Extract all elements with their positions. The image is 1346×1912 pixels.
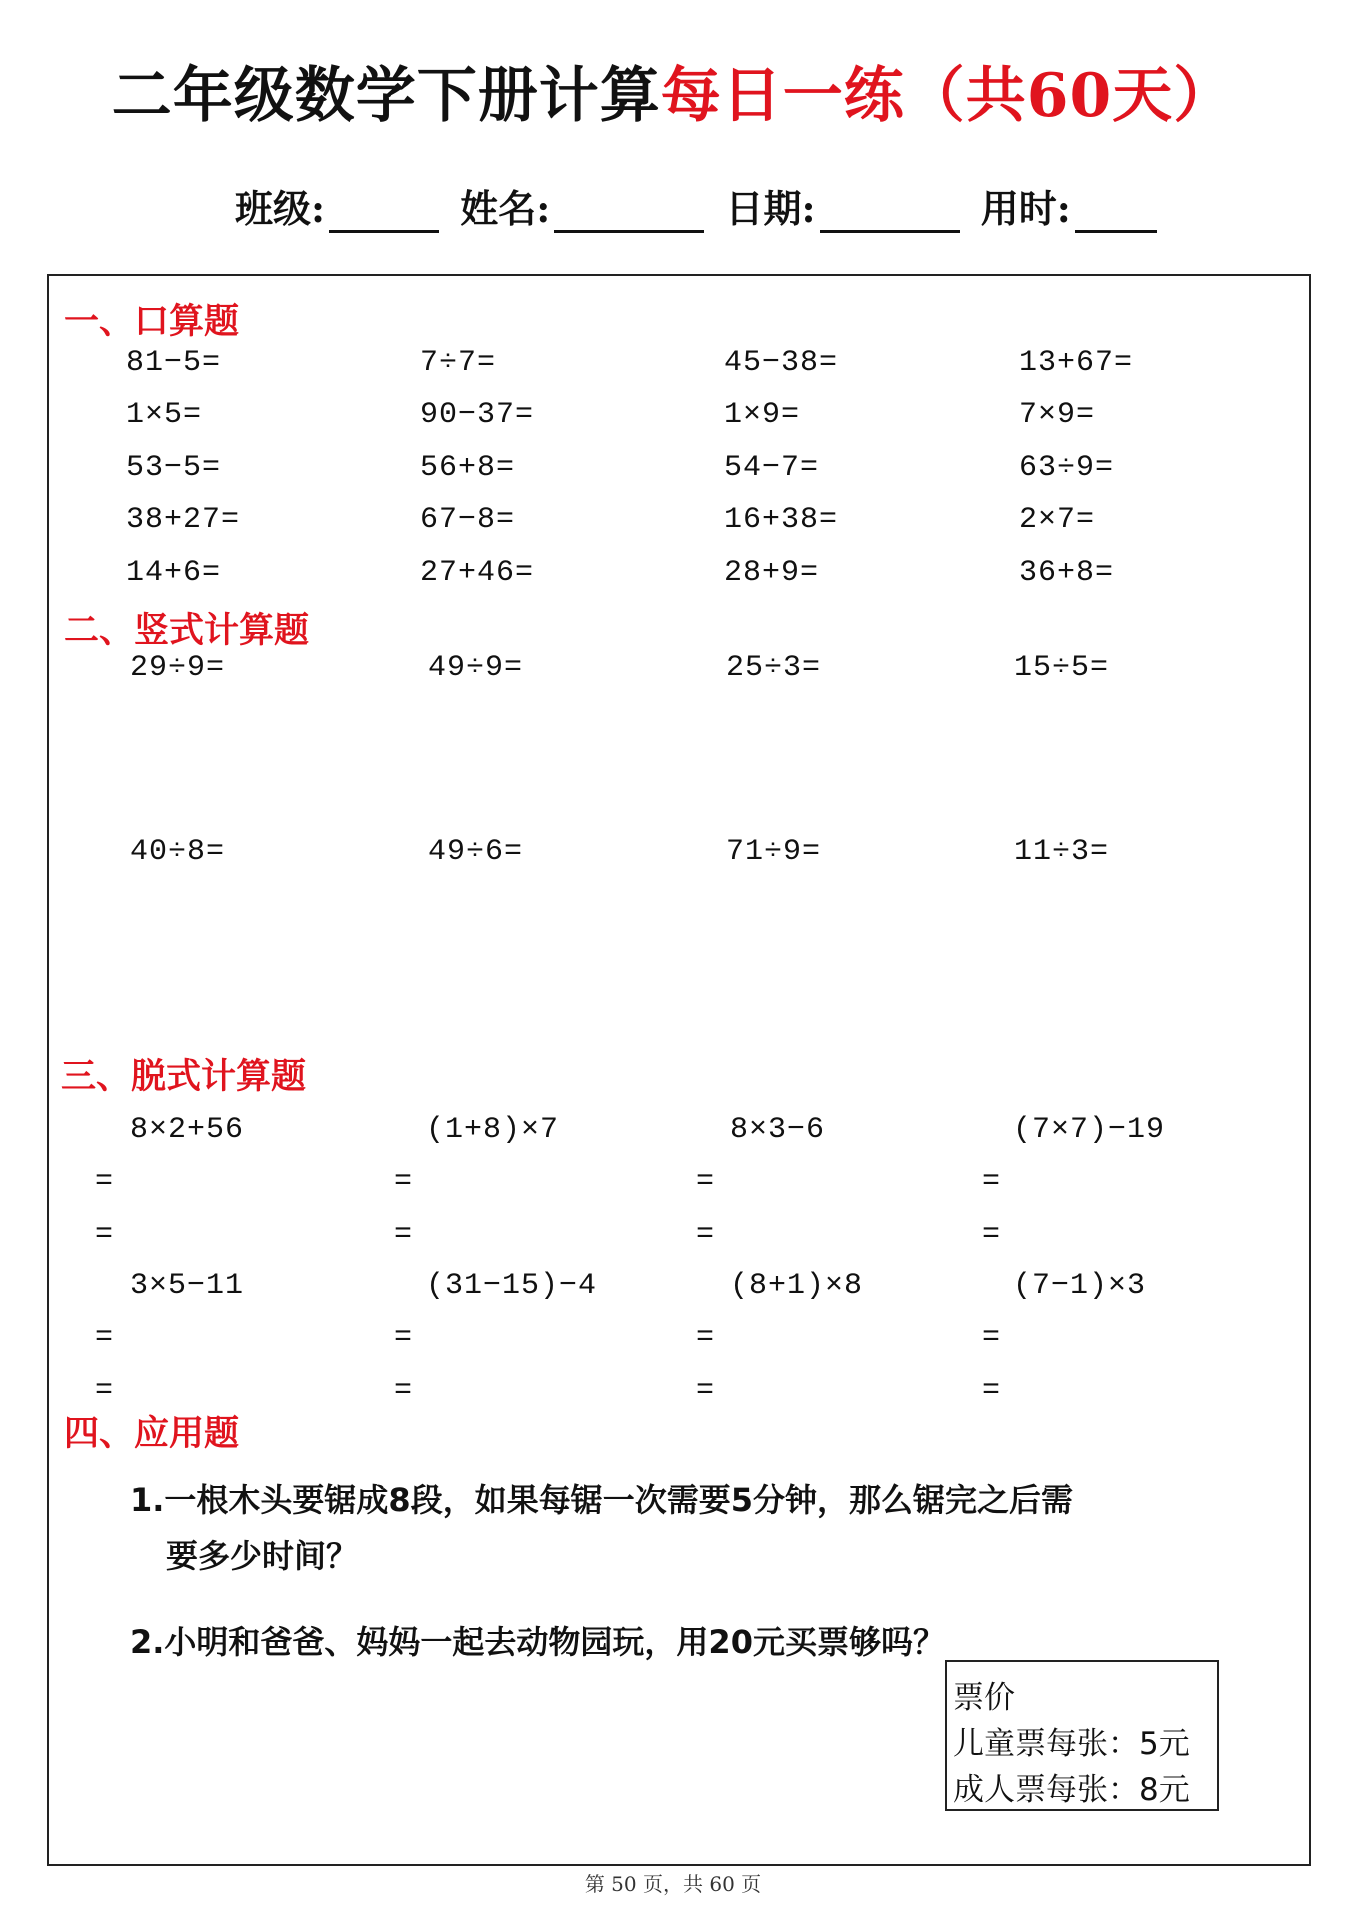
oral-problem: 81−5= — [126, 346, 222, 380]
equals-line: = — [696, 1165, 715, 1199]
equals-line: = — [95, 1374, 114, 1408]
oral-problem: 63÷9= — [1019, 451, 1115, 485]
stepwise-problem: 8×3−6 — [730, 1113, 826, 1147]
oral-problem: 14+6= — [126, 556, 222, 590]
stepwise-problem: (1+8)×7 — [426, 1113, 560, 1147]
oral-problem: 2×7= — [1019, 503, 1096, 537]
equals-line: = — [982, 1218, 1001, 1252]
vertical-problem: 25÷3= — [726, 651, 822, 685]
equals-line: = — [982, 1321, 1001, 1355]
title-highlight: 每日一练（共60天） — [660, 61, 1235, 131]
oral-problem: 16+38= — [724, 503, 839, 537]
title-main: 二年级数学下册计算 — [111, 61, 661, 131]
name-field[interactable] — [554, 194, 704, 233]
section-heading-vertical: 二、竖式计算题 — [64, 610, 310, 651]
oral-problem: 7×9= — [1019, 398, 1096, 432]
equals-line: = — [696, 1321, 715, 1355]
vertical-problem: 40÷8= — [130, 835, 226, 869]
stepwise-problem: (7×7)−19 — [1013, 1113, 1166, 1147]
equals-line: = — [696, 1218, 715, 1252]
section-heading-word-problems: 四、应用题 — [64, 1413, 240, 1454]
equals-line: = — [394, 1218, 413, 1252]
equals-line: = — [95, 1321, 114, 1355]
child-ticket-price: 儿童票每张：5元 — [953, 1726, 1190, 1762]
oral-problem: 56+8= — [420, 451, 516, 485]
student-info-row — [235, 178, 1165, 233]
name-label: 姓名: — [460, 186, 551, 231]
oral-problem: 38+27= — [126, 503, 241, 537]
vertical-problem: 15÷5= — [1014, 651, 1110, 685]
vertical-problem: 11÷3= — [1014, 835, 1110, 869]
equals-line: = — [95, 1165, 114, 1199]
oral-problem: 1×9= — [724, 398, 801, 432]
section-heading-oral: 一、口算题 — [64, 301, 240, 342]
adult-ticket-price: 成人票每张：8元 — [953, 1772, 1190, 1808]
question-1-line-1: 1.一根木头要锯成8段，如果每锯一次需要5分钟，那么锯完之后需 — [130, 1481, 1073, 1519]
ticket-price-box — [945, 1660, 1219, 1811]
equals-line: = — [982, 1374, 1001, 1408]
oral-problem: 27+46= — [420, 556, 535, 590]
class-field[interactable] — [329, 194, 439, 233]
stepwise-problem: (8+1)×8 — [730, 1269, 864, 1303]
oral-problem: 13+67= — [1019, 346, 1134, 380]
oral-problem: 1×5= — [126, 398, 203, 432]
equals-line: = — [394, 1321, 413, 1355]
oral-problem: 28+9= — [724, 556, 820, 590]
stepwise-problem: 3×5−11 — [130, 1269, 245, 1303]
equals-line: = — [394, 1165, 413, 1199]
price-box-title: 票价 — [953, 1680, 1015, 1716]
equals-line: = — [696, 1374, 715, 1408]
equals-line: = — [982, 1165, 1001, 1199]
time-field[interactable] — [1075, 194, 1157, 233]
vertical-problem: 49÷6= — [428, 835, 524, 869]
oral-problem: 67−8= — [420, 503, 516, 537]
oral-problem: 54−7= — [724, 451, 820, 485]
equals-line: = — [95, 1218, 114, 1252]
page-title — [0, 48, 1346, 134]
page-footer: 第 50 页，共 60 页 — [584, 1872, 762, 1896]
date-field[interactable] — [820, 194, 960, 233]
date-label: 日期: — [725, 186, 816, 231]
question-1-line-2: 要多少时间？ — [166, 1537, 359, 1575]
oral-problem: 7÷7= — [420, 346, 497, 380]
oral-problem: 45−38= — [724, 346, 839, 380]
oral-problem: 36+8= — [1019, 556, 1115, 590]
vertical-problem: 71÷9= — [726, 835, 822, 869]
vertical-problem: 29÷9= — [130, 651, 226, 685]
time-label: 用时: — [980, 186, 1071, 231]
oral-problem: 53−5= — [126, 451, 222, 485]
vertical-problem: 49÷9= — [428, 651, 524, 685]
class-label: 班级: — [235, 186, 326, 231]
oral-problem: 90−37= — [420, 398, 535, 432]
question-2: 2.小明和爸爸、妈妈一起去动物园玩，用20元买票够吗？ — [130, 1623, 945, 1661]
stepwise-problem: (31−15)−4 — [426, 1269, 598, 1303]
section-heading-stepwise: 三、脱式计算题 — [61, 1056, 307, 1097]
equals-line: = — [394, 1374, 413, 1408]
stepwise-problem: (7−1)×3 — [1013, 1269, 1147, 1303]
stepwise-problem: 8×2+56 — [130, 1113, 245, 1147]
